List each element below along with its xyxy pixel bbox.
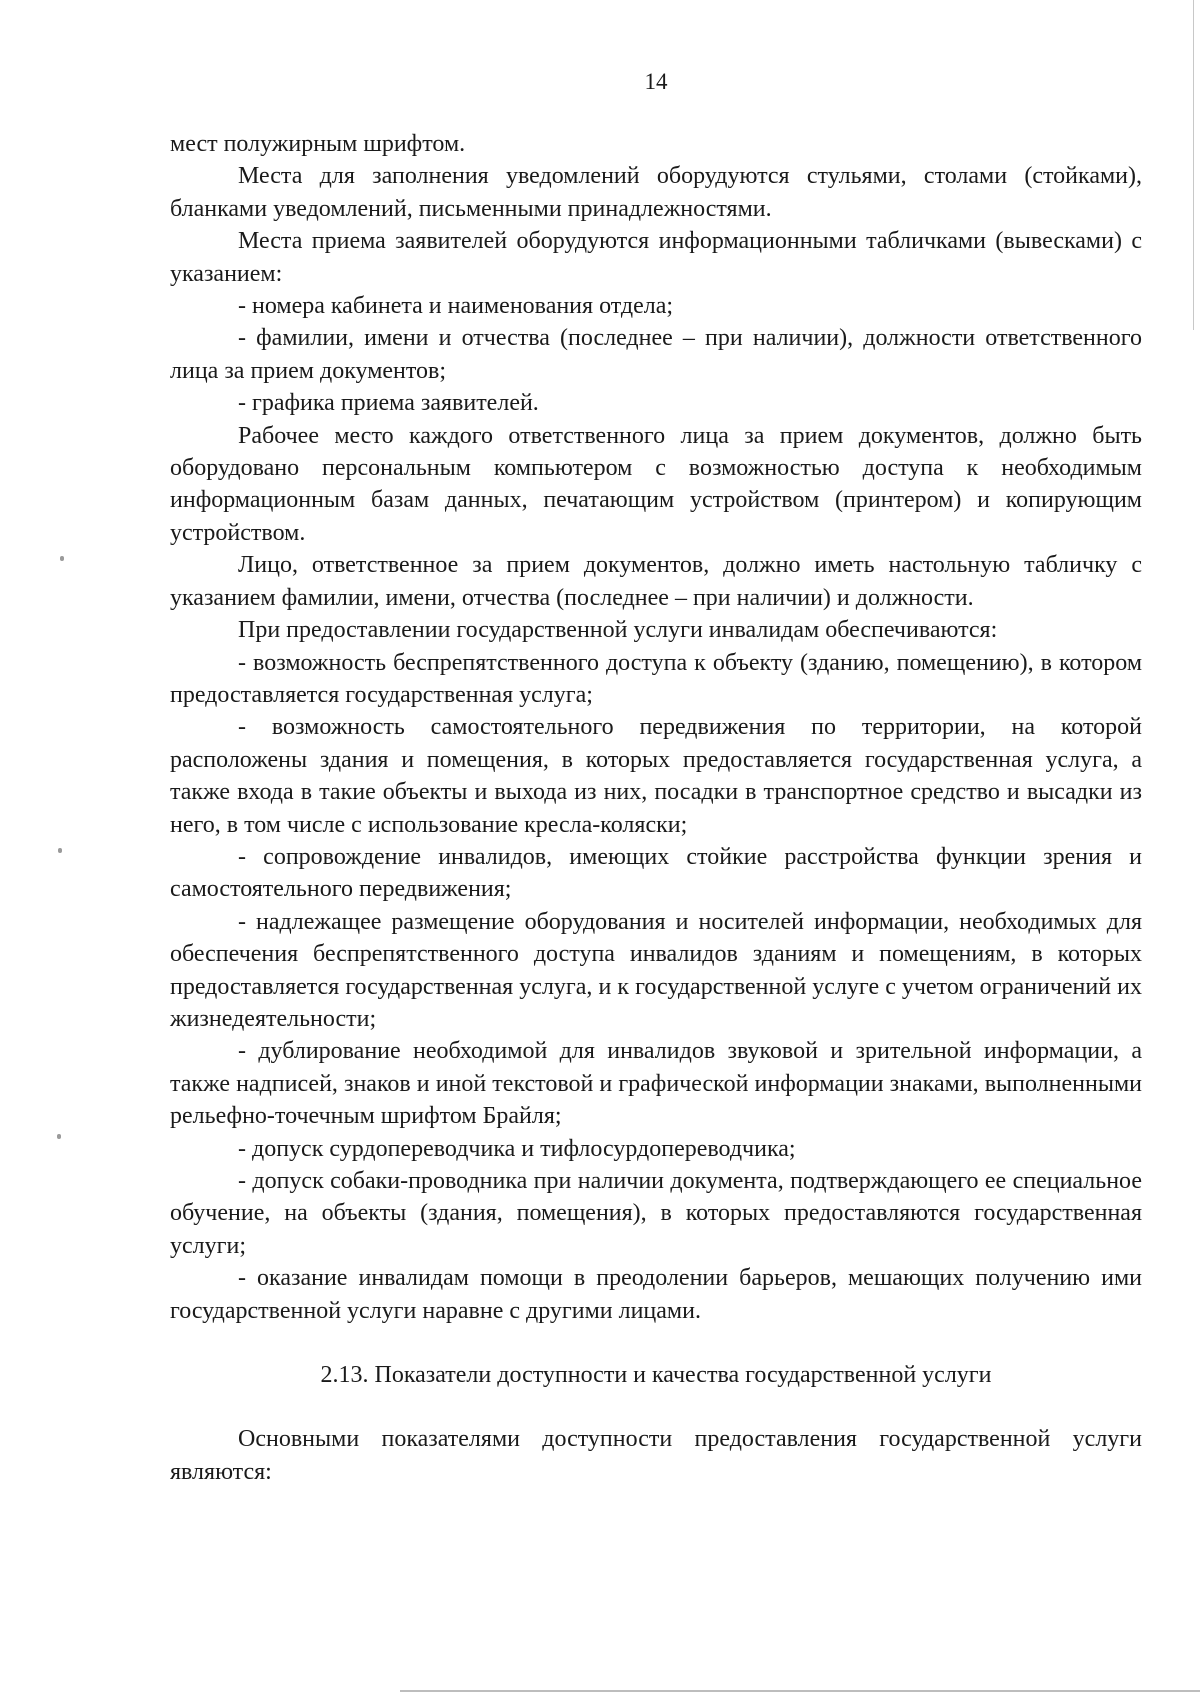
scan-speck	[57, 1134, 61, 1139]
list-item: - графика приема заявителей.	[238, 390, 539, 417]
scan-page-edge	[1193, 0, 1194, 330]
paragraph: При предоставлении государственной услуги инвалидам обеспечиваются:	[238, 617, 998, 644]
list-item: - номера кабинета и наименования отдела;	[238, 293, 674, 320]
paragraph: мест полужирным шрифтом.	[170, 131, 466, 157]
list-item: - допуск собаки-проводника при наличии документа, подтверждающего ее специальное обучение, на объекты (здания, помещения), в которых предоставляются государственная услуги;	[170, 1168, 1142, 1259]
section-heading: 2.13. Показатели доступности и качества государственной услуги	[320, 1362, 992, 1389]
document-body	[170, 128, 1142, 1488]
scan-speck	[58, 848, 62, 853]
list-item: - надлежащее размещение оборудования и носителей информации, необходимых для обеспечения беспрепятственного доступа инвалидов зданиям и помещениям, в которых предоставляется государственная услуга, и к государственной услуге с учетом ограничений их жизнедеятельности;	[170, 908, 1142, 1032]
list-item: - оказание инвалидам помощи в преодолении барьеров, мешающих получению ими государственной услуги наравне с другими лицами.	[170, 1265, 1142, 1324]
list-item: - возможность беспрепятственного доступа к объекту (зданию, помещению), в котором предоставляется государственная услуга;	[170, 649, 1142, 708]
paragraph: Места приема заявителей оборудуются информационными табличками (вывесками) с указанием:	[170, 228, 1142, 287]
paragraph: Рабочее место каждого ответственного лица за прием документов, должно быть оборудовано персональным компьютером с возможностью доступа к необходимым информационным базам данных, печатающим устройством (принтером) и копирующим устройством.	[170, 422, 1142, 546]
list-item: - сопровождение инвалидов, имеющих стойкие расстройства функции зрения и самостоятельного передвижения;	[170, 843, 1142, 903]
page-number: 14	[644, 69, 668, 94]
list-item: - допуск сурдопереводчика и тифлосурдопереводчика;	[238, 1135, 796, 1162]
list-item: - фамилии, имени и отчества (последнее – при наличии), должности ответственного лица за прием документов;	[170, 325, 1142, 384]
list-item: - дублирование необходимой для инвалидов звуковой и зрительной информации, а также надписей, знаков и иной текстовой и графической информации знаками, выполненными рельефно-точечным шрифтом Брайля;	[170, 1038, 1142, 1130]
scan-speck	[60, 556, 64, 561]
paragraph: Основными показателями доступности предоставления государственной услуги являются:	[170, 1426, 1142, 1485]
scan-bottom-edge	[400, 1690, 1200, 1692]
paragraph: Места для заполнения уведомлений оборудуются стульями, столами (стойками), бланками уведомлений, письменными принадлежностями.	[170, 163, 1142, 222]
paragraph: Лицо, ответственное за прием документов, должно иметь настольную табличку с указанием фамилии, имени, отчества (последнее – при наличии) и должности.	[170, 552, 1142, 611]
list-item: - возможность самостоятельного передвижения по территории, на которой расположены здания и помещения, в которых предоставляется государственная услуга, а также входа в такие объекты и выхода из них, посадки в транспортное средство и высадки из него, в том числе с использование кресла-коляски;	[170, 714, 1142, 838]
